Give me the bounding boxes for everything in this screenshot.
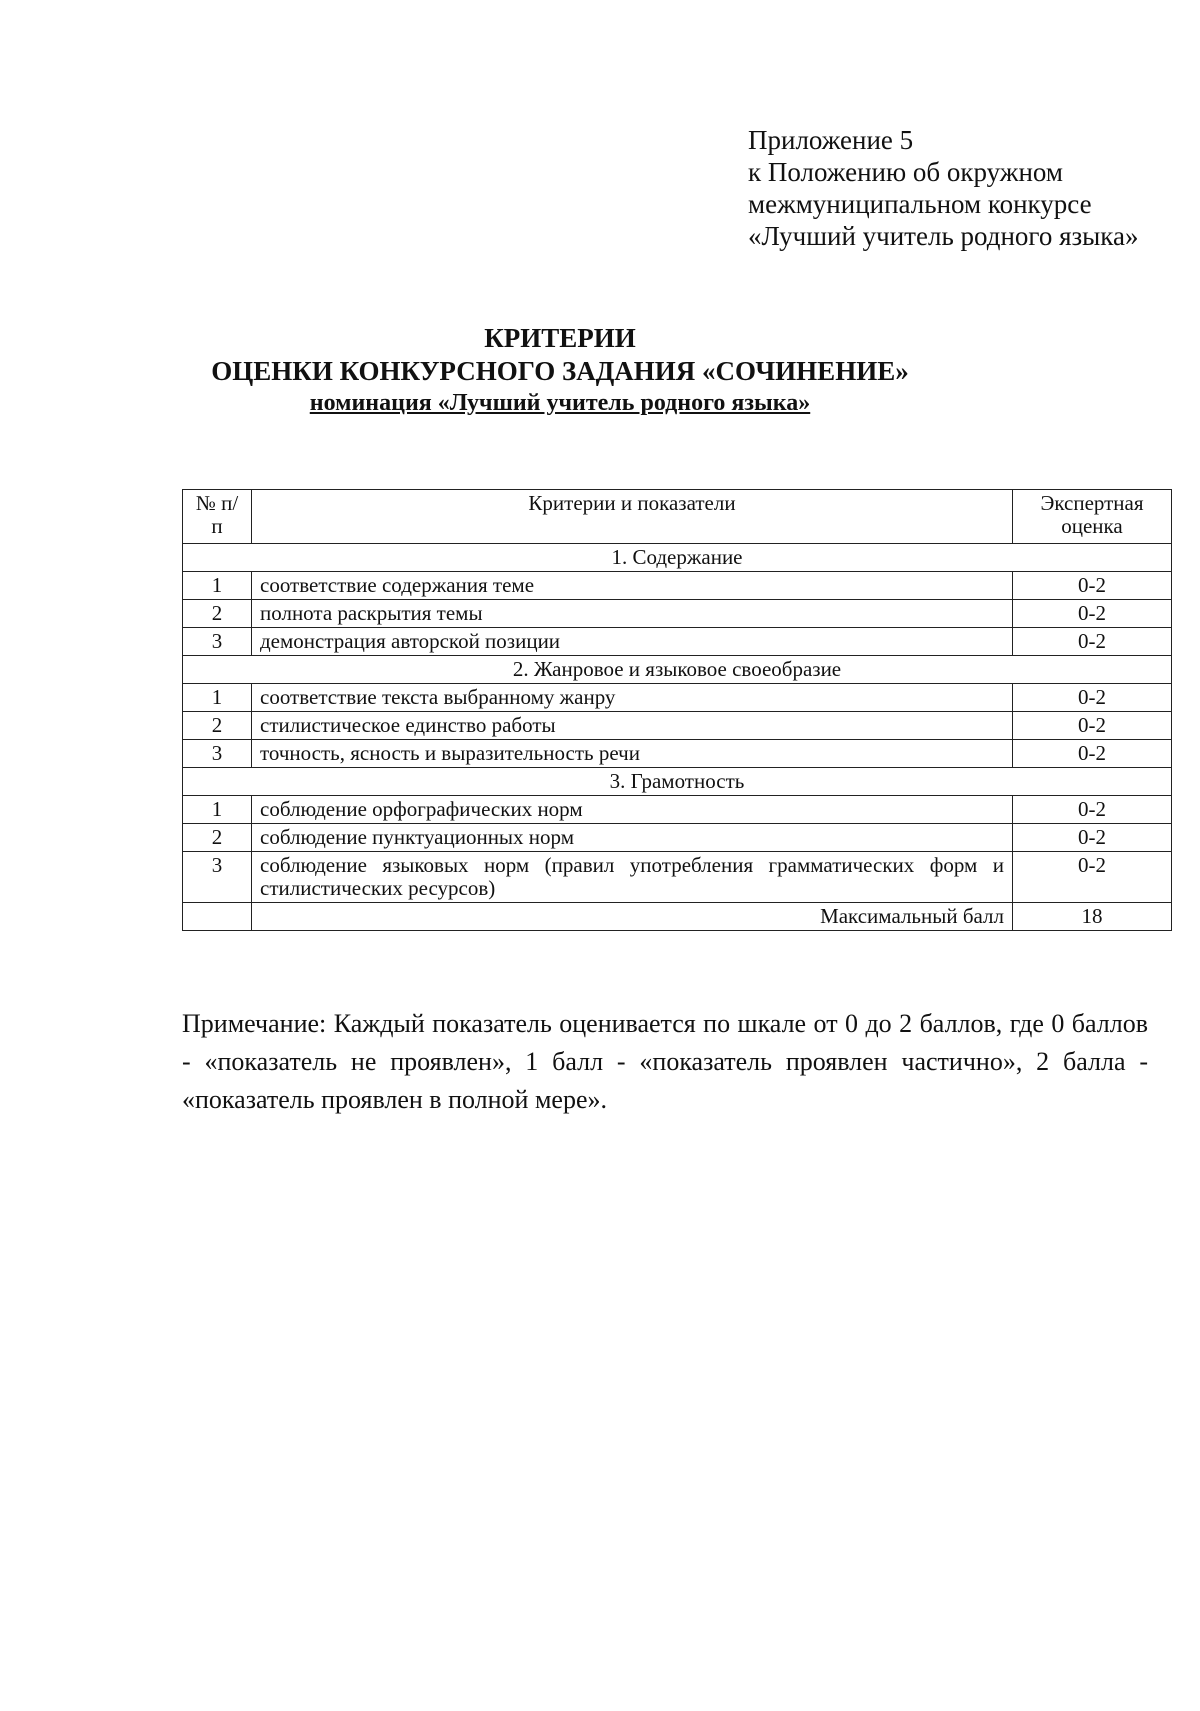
row-num: 2 xyxy=(183,824,252,852)
title-line: ОЦЕНКИ КОНКУРСНОГО ЗАДАНИЯ «СОЧИНЕНИЕ» xyxy=(211,356,909,386)
table-row xyxy=(183,712,1172,740)
table-row xyxy=(183,796,1172,824)
total-value: 18 xyxy=(1013,903,1172,931)
row-criterion: полнота раскрытия темы xyxy=(252,600,1013,628)
row-num: 1 xyxy=(183,684,252,712)
header-score: Экспертная оценка xyxy=(1013,490,1172,544)
row-criterion: точность, ясность и выразительность речи xyxy=(252,740,1013,768)
header-num: № п/п xyxy=(183,490,252,544)
row-criterion: стилистическое единство работы xyxy=(252,712,1013,740)
section-row xyxy=(183,656,1172,684)
section-row xyxy=(183,768,1172,796)
table-row xyxy=(183,824,1172,852)
document-title xyxy=(0,322,1120,418)
table-row xyxy=(183,572,1172,600)
table-row xyxy=(183,628,1172,656)
row-criterion: соответствие содержания теме xyxy=(252,572,1013,600)
note-paragraph: Примечание: Каждый показатель оценивается по шкале от 0 до 2 баллов, где 0 баллов - «показатель не проявлен», 1 балл - «показатель проявлен частично», 2 балла - «показатель проявлен в полной мере». xyxy=(182,1009,1148,1114)
appendix-line: межмуниципальном конкурсе xyxy=(748,189,1092,219)
total-empty-cell xyxy=(183,903,252,931)
appendix-line: к Положению об окружном xyxy=(748,157,1063,187)
row-score: 0-2 xyxy=(1013,824,1172,852)
row-num: 3 xyxy=(183,740,252,768)
row-num: 3 xyxy=(183,852,252,903)
row-num: 2 xyxy=(183,712,252,740)
total-row xyxy=(183,903,1172,931)
row-score: 0-2 xyxy=(1013,600,1172,628)
appendix-reference xyxy=(748,124,1139,252)
row-score: 0-2 xyxy=(1013,712,1172,740)
row-num: 2 xyxy=(183,600,252,628)
row-num: 3 xyxy=(183,628,252,656)
row-num: 1 xyxy=(183,796,252,824)
nomination-subtitle: номинация «Лучший учитель родного языка» xyxy=(309,390,811,416)
row-score: 0-2 xyxy=(1013,796,1172,824)
row-num: 1 xyxy=(183,572,252,600)
row-score: 0-2 xyxy=(1013,740,1172,768)
table-header-row xyxy=(183,490,1172,544)
row-score: 0-2 xyxy=(1013,628,1172,656)
row-criterion: соблюдение орфографических норм xyxy=(252,796,1013,824)
section-title: 3. Грамотность xyxy=(183,768,1172,796)
table-row xyxy=(183,740,1172,768)
section-title: 1. Содержание xyxy=(183,544,1172,572)
appendix-line: «Лучший учитель родного языка» xyxy=(748,221,1139,251)
total-label: Максимальный балл xyxy=(252,903,1013,931)
row-score: 0-2 xyxy=(1013,852,1172,903)
section-title: 2. Жанровое и языковое своеобразие xyxy=(183,656,1172,684)
table-row xyxy=(183,600,1172,628)
row-score: 0-2 xyxy=(1013,684,1172,712)
row-score: 0-2 xyxy=(1013,572,1172,600)
header-criteria: Критерии и показатели xyxy=(252,490,1013,544)
row-criterion: соответствие текста выбранному жанру xyxy=(252,684,1013,712)
criteria-table xyxy=(182,489,1172,931)
row-criterion: соблюдение пунктуационных норм xyxy=(252,824,1013,852)
row-criterion: демонстрация авторской позиции xyxy=(252,628,1013,656)
appendix-line: Приложение 5 xyxy=(748,125,914,155)
table-row xyxy=(183,684,1172,712)
row-criterion: соблюдение языковых норм (правил употребления грамматических форм и стилистических ресурсов) xyxy=(252,852,1013,903)
title-line: КРИТЕРИИ xyxy=(484,323,636,353)
section-row xyxy=(183,544,1172,572)
table-row xyxy=(183,852,1172,903)
